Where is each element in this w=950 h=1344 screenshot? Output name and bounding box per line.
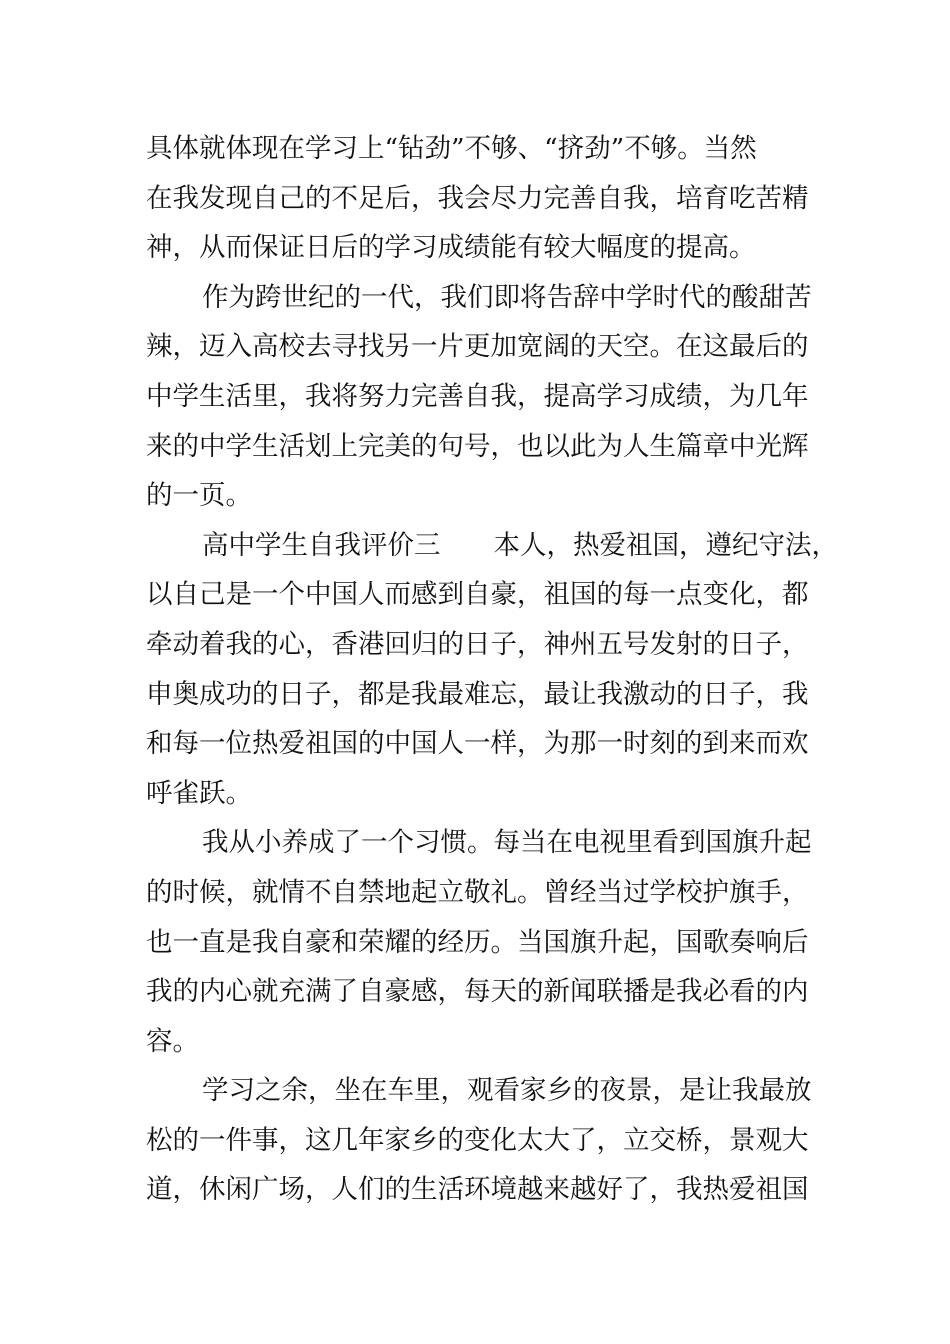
text-line: 容。 (146, 1025, 199, 1057)
text-line: 中学生活里，我将努力完善自我，提高学习成绩，为几年 (146, 380, 809, 412)
text-line: 的时候，就情不自禁地起立敬礼。曾经当过学校护旗手， (146, 876, 809, 908)
text-line: 神，从而保证日后的学习成绩能有较大幅度的提高。 (146, 232, 756, 264)
paragraph-first-line: 作为跨世纪的一代，我们即将告辞中学时代的酸甜苦 (202, 281, 812, 313)
text-line: 我的内心就充满了自豪感，每天的新闻联播是我必看的内 (146, 976, 809, 1008)
text-line: 和每一位热爱祖国的中国人一样，为那一时刻的到来而欢 (146, 728, 809, 760)
text-line: 具体就体现在学习上“钻劲”不够、“挤劲”不够。当然 (146, 133, 757, 164)
text-line: 辣，迈入高校去寻找另一片更加宽阔的天空。在这最后的 (146, 331, 809, 363)
text-line: 也一直是我自豪和荣耀的经历。当国旗升起，国歌奏响后 (146, 926, 809, 958)
text-line: 在我发现自己的不足后，我会尽力完善自我，培育吃苦精 (146, 182, 809, 214)
text-line: 申奥成功的日子，都是我最难忘，最让我激动的日子，我 (146, 678, 809, 710)
document-body (146, 124, 838, 1215)
text-line: 呼雀跃。 (146, 777, 252, 809)
text-line: 的一页。 (146, 480, 252, 512)
paragraph-first-line: 高中学生自我评价三 本人，热爱祖国，遵纪守法， (202, 529, 838, 561)
text-line: 以自己是一个中国人而感到自豪，祖国的每一点变化，都 (146, 579, 809, 611)
text-line: 松的一件事，这几年家乡的变化太大了，立交桥，景观大 (146, 1124, 809, 1156)
text-line: 来的中学生活划上完美的句号，也以此为人生篇章中光辉 (146, 430, 809, 462)
paragraph-first-line: 学习之余，坐在车里，观看家乡的夜景，是让我最放 (202, 1075, 812, 1107)
text-line: 牵动着我的心，香港回归的日子，神州五号发射的日子， (146, 628, 809, 660)
text-line: 道，休闲广场，人们的生活环境越来越好了，我热爱祖国 (146, 1174, 809, 1206)
paragraph-first-line: 我从小养成了一个习惯。每当在电视里看到国旗升起 (202, 827, 812, 859)
